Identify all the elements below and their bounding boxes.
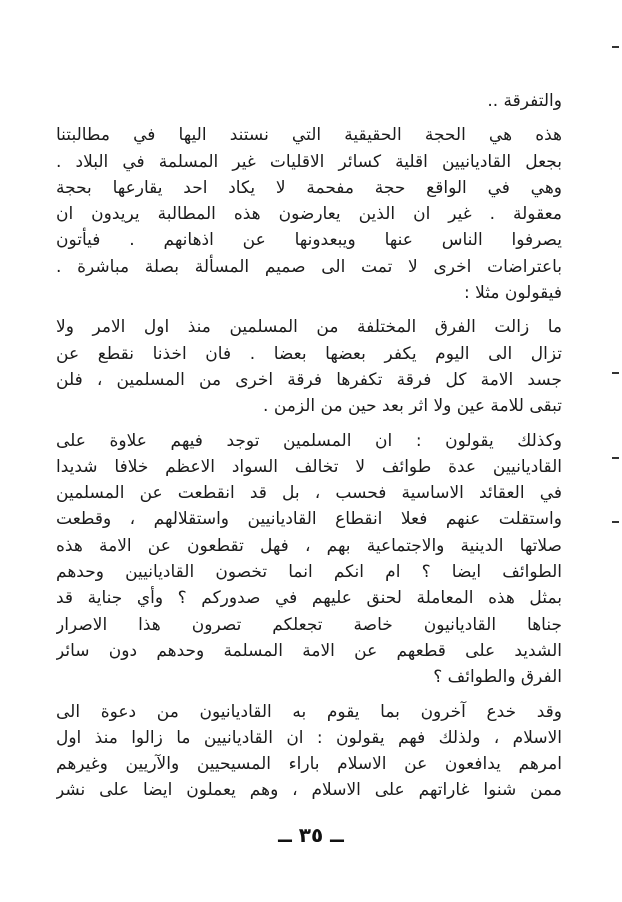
text-line: الشديد على قطعهم عن الامة المسلمة وحدهم دون سائر [56, 640, 562, 661]
scan-edge-mark [612, 372, 619, 374]
scan-edge-mark [612, 521, 619, 523]
text-line: بجعل القاديانيين اقلية كسائر الاقليات غير المسلمة في البلاد . [56, 151, 562, 172]
text-line: ممن شنوا غاراتهم على الاسلام ، وهم يعملون ايضا على نشر [56, 780, 562, 801]
text-line: الاسلام ، ولذلك فهم يقولون : ان القاديانيين ما زالوا منذ اول [56, 727, 562, 748]
text-line: الطوائف ايضا ؟ ام انكم انما تخصون القاديانيين وحدهم [56, 562, 562, 583]
paragraph-4 [56, 428, 562, 691]
paragraph-1 [56, 88, 562, 114]
text-line: جسد الامة كل فرقة تكفرها فرقة اخرى من المسلمين ، فلن [56, 369, 562, 390]
text-line: الفرق والطوائف ؟ [433, 667, 562, 688]
page-number: ــ ٣٥ ــ [278, 823, 344, 847]
text-line: صلاتها الدينية والاجتماعية بهم ، فهل تقطعون عن الامة هذه [56, 535, 562, 556]
text-line: وهي في الواقع حجة مفحمة لا يكاد احد يقارعها بحجة [56, 177, 562, 198]
text-line: القاديانيين عدة طوائف لا تخالف السواد الاعظم خلافا شديدا [56, 456, 562, 477]
text-line: واستقلت عنهم فعلا انقطاع القاديانيين واستقلالهم ، وقطعت [56, 509, 562, 530]
text-line: ما زالت الفرق المختلفة من المسلمين منذ اول الامر ولا [56, 317, 562, 338]
text-line: تزال الى اليوم يكفر بعضها بعضا . فان اخذنا نقطع عن [56, 343, 562, 364]
scan-edge-mark [612, 46, 619, 48]
text-line: تبقى للامة عين ولا اثر بعد حين من الزمن . [263, 396, 562, 417]
text-line: والتفرقة .. [487, 91, 562, 111]
text-line: معقولة . غير ان الذين يعارضون هذه المطالبة يريدون ان [56, 204, 562, 225]
text-line: وقد خدع آخرون بما يقوم به القاديانيون من دعوة الى [56, 701, 562, 722]
book-page [56, 88, 562, 804]
text-line: فيقولون مثلا : [464, 283, 562, 304]
text-line: باعتراضات اخرى لا تمت الى صميم المسألة بصلة مباشرة . [56, 256, 562, 277]
text-line: وكذلك يقولون : ان المسلمين توجد فيهم علاوة على [56, 430, 562, 451]
text-line: امرهم يدافعون عن الاسلام باراء المسيحيين والآريين وغيرهم [56, 754, 562, 775]
text-line: جناها القاديانيون خاصة تجعلكم تصرون هذا الاصرار [56, 614, 562, 635]
text-line: يصرفوا الناس عنها ويبعدونها عن اذهانهم . فيأتون [56, 230, 562, 251]
scan-edge-mark [612, 457, 619, 459]
paragraph-2 [56, 122, 562, 306]
text-line: في العقائد الاساسية فحسب ، بل قد انقطعت عن المسلمين [56, 483, 562, 504]
text-line: بمثل هذه المعاملة لحنق عليهم في صدوركم ؟ وأي جناية قد [56, 588, 562, 609]
text-line: هذه هي الحجة الحقيقية التي نستند اليها في مطالبتنا [56, 125, 562, 146]
paragraph-5 [56, 699, 562, 804]
paragraph-3 [56, 314, 562, 419]
